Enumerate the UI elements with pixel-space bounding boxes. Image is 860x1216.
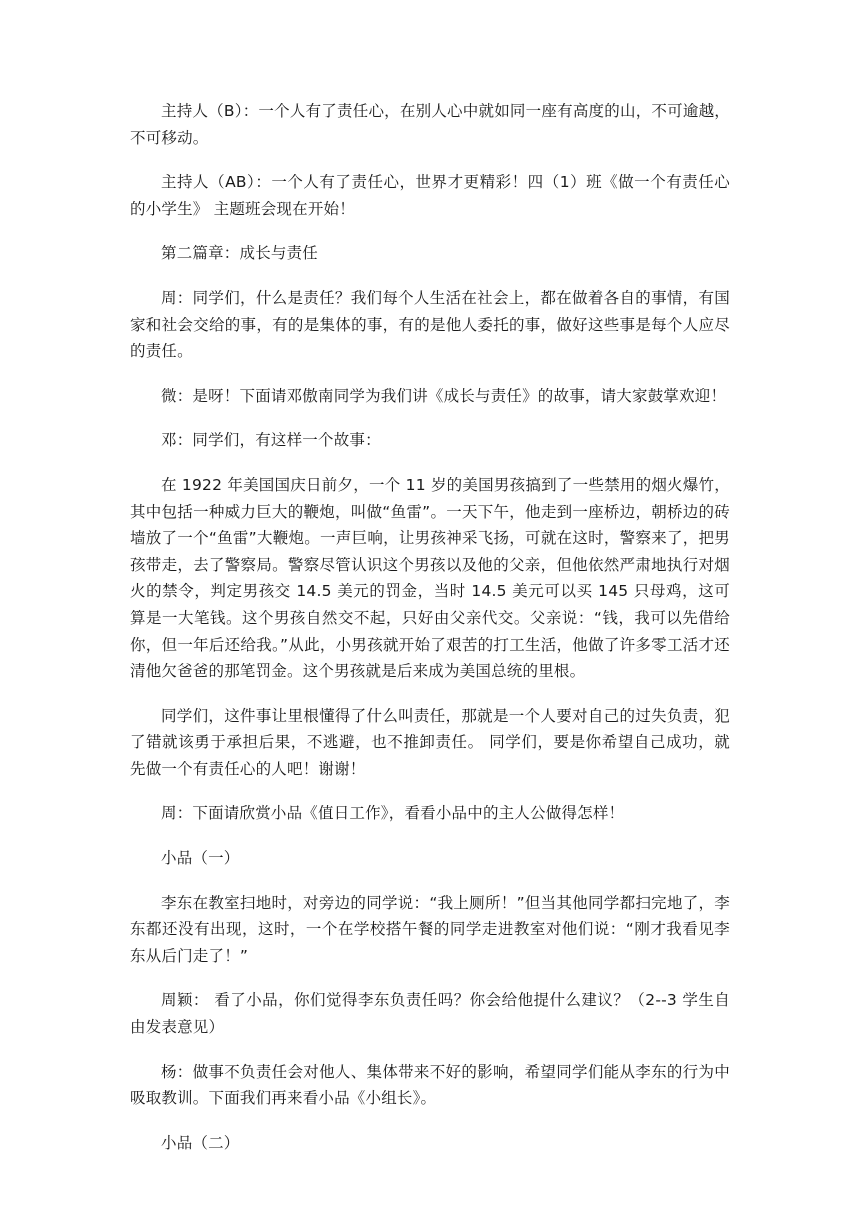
section-heading: 第二篇章：成长与责任 — [161, 244, 319, 263]
paragraph-zhou-skit-intro: 周：下面请欣赏小品《值日工作》，看看小品中的主人公做得怎样！ — [161, 804, 625, 823]
paragraph-skit-one: 李东在教室扫地时，对旁边的同学说：“我上厕所！”但当其他同学都扫完地了，李东都还没有出现，这时，一个在学校搭午餐的同学走进教室对他们说：“刚才我看见李东从后门走了！” — [130, 893, 730, 965]
paragraph-deng-intro: 邓：同学们，有这样一个故事： — [161, 431, 381, 450]
paragraph-yang: 杨：做事不负责任会对他人、集体带来不好的影响，希望同学们能从李东的行为中吸取教训。下面我们再来看小品《小组长》。 — [130, 1062, 730, 1108]
skit-two-heading: 小品（二） — [161, 1133, 240, 1152]
paragraph-host-b: 主持人（B）：一个人有了责任心，在别人心中就如同一座有高度的山，不可逾越，不可移动。 — [130, 102, 730, 147]
paragraph-reagan-lesson: 同学们，这件事让里根懂得了什么叫责任，那就是一个人要对自己的过失负责，犯了错就该勇于承担后果，不逃避，也不推卸责任。 同学们，要是你希望自己成功，就先做一个有责任心的人吧！谢谢！ — [130, 706, 730, 778]
skit-one-heading: 小品（一） — [161, 849, 240, 868]
paragraph-reagan-story: 在 1922 年美国国庆日前夕，一个 11 岁的美国男孩搞到了一些禁用的烟火爆竹，其中包括一种威力巨大的鞭炮，叫做“鱼雷”。一天下午，他走到一座桥边，朝桥边的砖墙放了一个“鱼雷”大鞭炮。一声巨响，让男孩神采飞扬，可就在这时，警察来了，把男孩带走，去了警察局。警察尽管认识这个男孩以及他的父亲，但他依然严肃地执行对烟火的禁令，判定男孩交 14.5 美元的罚金，当时 14.5 美元可以买 145 只母鸡，这可算是一大笔钱。这个男孩自然交不起，只好由父亲代交。父亲说：“钱，我可以先借给你，但一年后还给我。”从此，小男孩就开始了艰苦的打工生活，他做了许多零工活才还清他欠爸爸的那笔罚金。这个男孩就是后来成为美国总统的里根。 — [130, 475, 730, 681]
document-page — [130, 98, 730, 1174]
paragraph-zhou-intro: 周：同学们，什么是责任？我们每个人生活在社会上，都在做着各自的事情，有国家和社会交给的事，有的是集体的事，有的是他人委托的事，做好这些事是每个人应尽的责任。 — [130, 288, 730, 361]
paragraph-zhou-ying: 周颖： 看了小品，你们觉得李东负责任吗？你会给他提什么建议？（2--3 学生自由发表意见） — [130, 991, 730, 1037]
paragraph-wei: 微：是呀！下面请邓傲南同学为我们讲《成长与责任》的故事，请大家鼓掌欢迎！ — [161, 386, 727, 405]
paragraph-host-ab: 主持人（AB）：一个人有了责任心，世界才更精彩！四（1）班《做一个有责任心的小学生》 主题班会现在开始！ — [130, 173, 730, 218]
